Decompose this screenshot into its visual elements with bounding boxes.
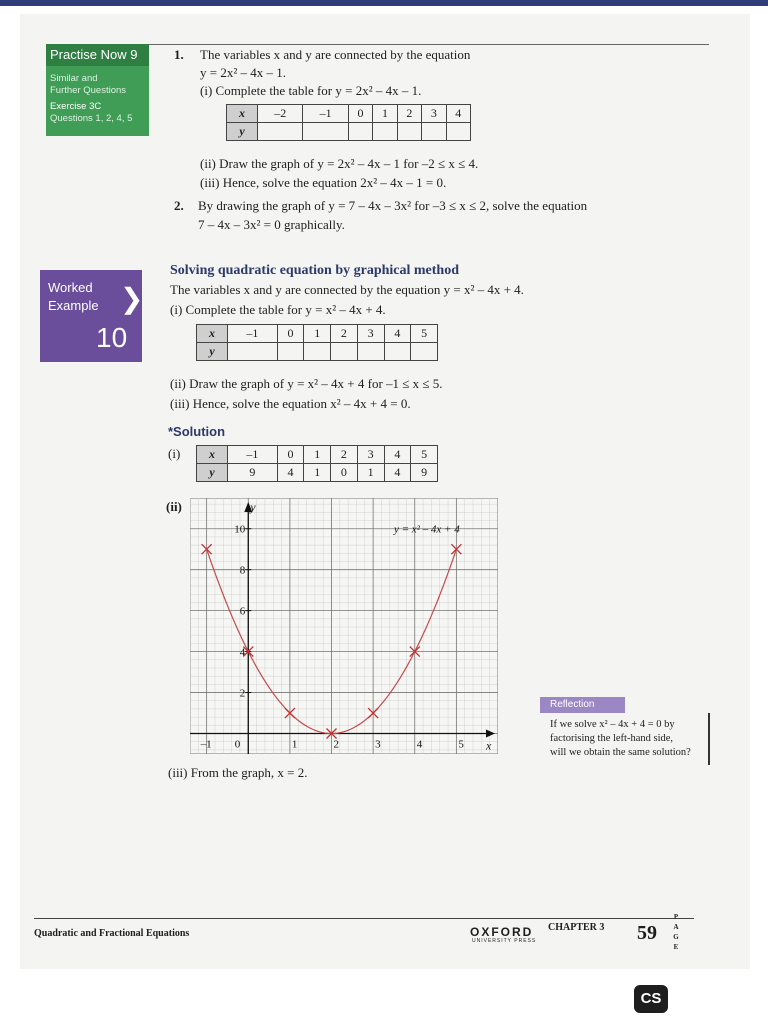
table-cell	[228, 343, 278, 361]
page-number: 59	[637, 922, 657, 944]
x-tick-label: 1	[291, 738, 298, 751]
worked-example-part-ii: (ii) Draw the graph of y = x² – 4x + 4 for –1 ≤ x ≤ 5.	[170, 376, 443, 391]
table-cell: 1	[357, 464, 384, 482]
y-tick-label: 6	[239, 605, 246, 618]
table-header-y: y	[227, 123, 258, 141]
table-cell: 1	[304, 325, 331, 343]
solution-table	[196, 445, 438, 482]
table-header-x: x	[197, 446, 228, 464]
table-cell	[348, 123, 372, 141]
worked-example-label: Worked	[48, 280, 93, 295]
solution-part-ii-label: (ii)	[166, 499, 182, 514]
table-cell: 9	[228, 464, 278, 482]
table-header-y: y	[197, 464, 228, 482]
footer-chapter-title: Quadratic and Fractional Equations	[34, 928, 190, 939]
reflection-line: If we solve x² – 4x + 4 = 0 by	[550, 719, 675, 730]
y-tick-label: 2	[239, 687, 246, 700]
q1-intro: The variables x and y are connected by the equation	[200, 47, 471, 62]
worked-example-part-i: (i) Complete the table for y = x² – 4x + 4.	[170, 302, 386, 317]
table-cell: 0	[348, 105, 372, 123]
practise-now-line: Similar and	[50, 73, 98, 84]
q1-part-i: (i) Complete the table for y = 2x² – 4x – 1.	[200, 83, 422, 98]
y-tick-label: 10	[234, 523, 246, 536]
table-cell	[304, 343, 331, 361]
page-word-vertical	[673, 912, 679, 952]
table-cell: 2	[397, 105, 421, 123]
q1-number: 1.	[174, 47, 184, 62]
page-letter: A	[673, 923, 679, 931]
reflection-line: will we obtain the same solution?	[550, 747, 691, 758]
y-tick-label: 8	[239, 564, 246, 577]
table-cell: 4	[384, 446, 411, 464]
table-cell	[258, 123, 303, 141]
worked-example-label: Example	[48, 298, 99, 313]
table-cell	[373, 123, 397, 141]
quadratic-graph	[190, 498, 498, 754]
q1-table	[226, 104, 471, 141]
x-axis-label: x	[486, 738, 492, 753]
table-cell	[384, 343, 411, 361]
table-cell: 0	[277, 446, 304, 464]
top-edge-bar	[0, 0, 768, 6]
x-tick-label: 2	[333, 738, 340, 751]
solution-part-i-label: (i)	[168, 446, 181, 461]
practise-now-questions: Questions 1, 2, 4, 5	[50, 113, 133, 124]
table-cell	[331, 343, 358, 361]
table-cell: 1	[373, 105, 397, 123]
y-axis-label: y	[250, 500, 256, 514]
table-cell: 0	[331, 464, 358, 482]
table-cell	[357, 343, 384, 361]
x-tick-label: –1	[200, 738, 212, 751]
q2-line2: 7 – 4x – 3x² = 0 graphically.	[198, 217, 345, 232]
table-cell: 3	[357, 446, 384, 464]
solution-heading: *Solution	[168, 424, 226, 439]
worked-example-number: 10	[96, 322, 128, 353]
x-tick-label: 4	[416, 738, 423, 751]
table-cell	[446, 123, 470, 141]
reflection-line: factorising the left-hand side,	[550, 733, 674, 744]
table-cell: 2	[331, 446, 358, 464]
reflection-tag: Reflection	[540, 697, 625, 713]
table-cell: –1	[228, 446, 278, 464]
solution-part-iii: (iii) From the graph, x = 2.	[168, 765, 308, 780]
table-cell	[303, 123, 348, 141]
x-tick-label: 5	[458, 738, 464, 751]
footer-chapter: CHAPTER 3	[548, 922, 605, 933]
table-cell: 4	[384, 464, 411, 482]
table-cell: 1	[304, 464, 331, 482]
q1-equation: y = 2x² – 4x – 1.	[200, 65, 286, 80]
footer-rule	[34, 918, 694, 919]
q2-line1: By drawing the graph of y = 7 – 4x – 3x² for –3 ≤ x ≤ 2, solve the equation	[198, 198, 588, 213]
table-cell: 5	[411, 325, 438, 343]
we-table	[196, 324, 438, 361]
table-cell	[397, 123, 421, 141]
practise-now-line: Further Questions	[50, 85, 127, 96]
table-cell: 4	[384, 325, 411, 343]
page-letter: G	[673, 933, 679, 941]
practise-now-title: Practise Now 9	[46, 44, 149, 66]
table-cell: 3	[357, 325, 384, 343]
table-cell: 0	[277, 325, 304, 343]
table-cell: 9	[411, 464, 438, 482]
table-cell	[422, 123, 446, 141]
table-cell: 4	[446, 105, 470, 123]
worked-example-title: Solving quadratic equation by graphical method	[170, 263, 459, 278]
chevron-right-icon: ❯	[120, 283, 144, 314]
table-cell	[411, 343, 438, 361]
section-rule	[149, 44, 709, 45]
practise-now-exercise: Exercise 3C	[50, 101, 102, 112]
oxford-logo: OXFORD	[470, 925, 534, 939]
y-tick-label: 4	[239, 646, 246, 659]
page-letter: E	[673, 943, 679, 951]
table-header-y: y	[197, 343, 228, 361]
table-header-x: x	[227, 105, 258, 123]
table-cell: 1	[304, 446, 331, 464]
worked-example-intro: The variables x and y are connected by the equation y = x² – 4x + 4.	[170, 282, 524, 297]
page-letter: P	[673, 913, 679, 921]
table-cell	[277, 343, 304, 361]
table-cell: 4	[277, 464, 304, 482]
table-cell: 2	[331, 325, 358, 343]
q1-part-ii: (ii) Draw the graph of y = 2x² – 4x – 1 for –2 ≤ x ≤ 4.	[200, 156, 479, 171]
x-tick-label: 0	[234, 738, 241, 751]
table-cell: 3	[422, 105, 446, 123]
table-header-x: x	[197, 325, 228, 343]
table-cell: –1	[303, 105, 348, 123]
q1-part-iii: (iii) Hence, solve the equation 2x² – 4x – 1 = 0.	[200, 175, 447, 190]
x-tick-label: 3	[375, 738, 381, 751]
worked-example-part-iii: (iii) Hence, solve the equation x² – 4x + 4 = 0.	[170, 396, 411, 411]
table-cell: –1	[228, 325, 278, 343]
table-cell: 5	[411, 446, 438, 464]
oxford-logo-sub: UNIVERSITY PRESS	[472, 938, 537, 944]
curve-label: y = x² – 4x + 4	[393, 523, 460, 536]
camscanner-logo: CS	[634, 985, 668, 1013]
table-cell: –2	[258, 105, 303, 123]
q2-number: 2.	[174, 198, 184, 213]
